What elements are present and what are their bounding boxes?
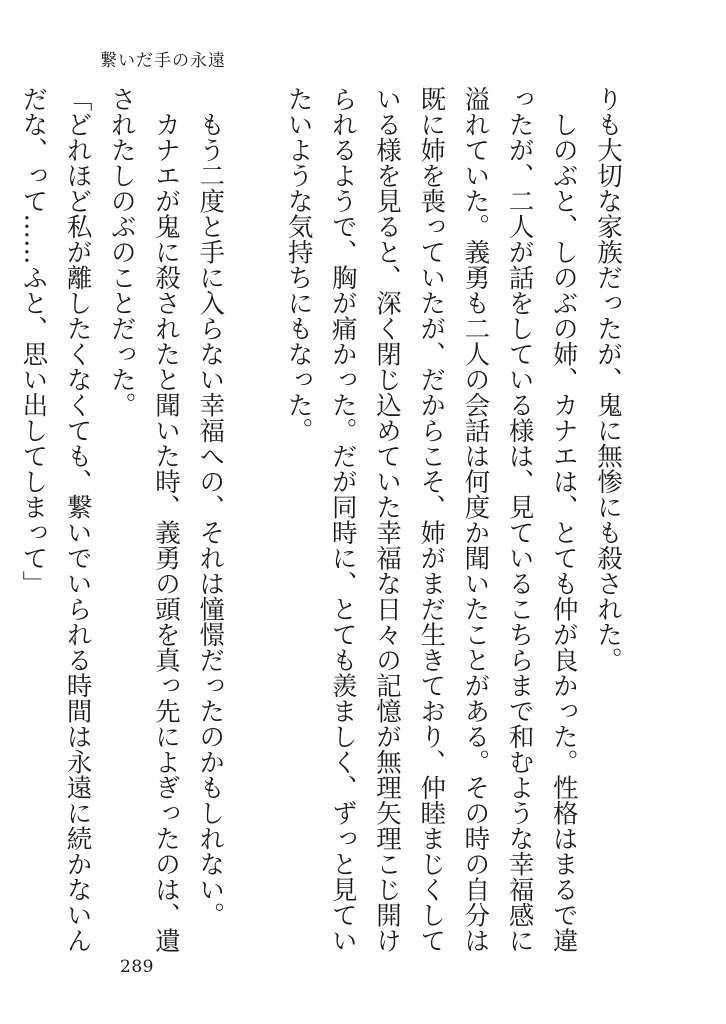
running-title: 繋いだ手の永遠: [100, 51, 226, 71]
page-number: 289: [120, 957, 154, 977]
paragraph: カナエが鬼に殺されたと聞いた時、義勇の頭を真っ先によぎったのは、遺されたしのぶのことだった。: [106, 86, 181, 953]
paragraph: りも大切な家族だったが、鬼に無惨にも殺された。: [593, 86, 623, 673]
paragraph: もう二度と手に入らない幸福への、それは憧憬だったのかもしれない。: [195, 86, 226, 928]
body-text: [0, 86, 630, 956]
paragraph: 「どれほど私が離したくなくても、繋いでいられる時間は永遠に続かないんだな、って……ふと、思い出してしまって」: [18, 86, 93, 953]
paragraph: しのぶと、しのぶの姉、カナエは、とても仲が良かった。性格はまるで違ったが、二人が話をしている様は、見ているこちらまで和むような幸福感に溢れていた。義勇も二人の会話は何度か聞いたことがある。その時の自分は既に姉を喪っていたが、だからこそ、姉がまだ生きており、仲睦まじくしている様を見ると、深く閉じ込めていた幸福な日々の記憶が無理矢理こじ開けられるようで、胸が痛かった。だが同時に、とても羨ましく、ずっと見ていたいような気持ちにもなった。: [283, 86, 579, 953]
